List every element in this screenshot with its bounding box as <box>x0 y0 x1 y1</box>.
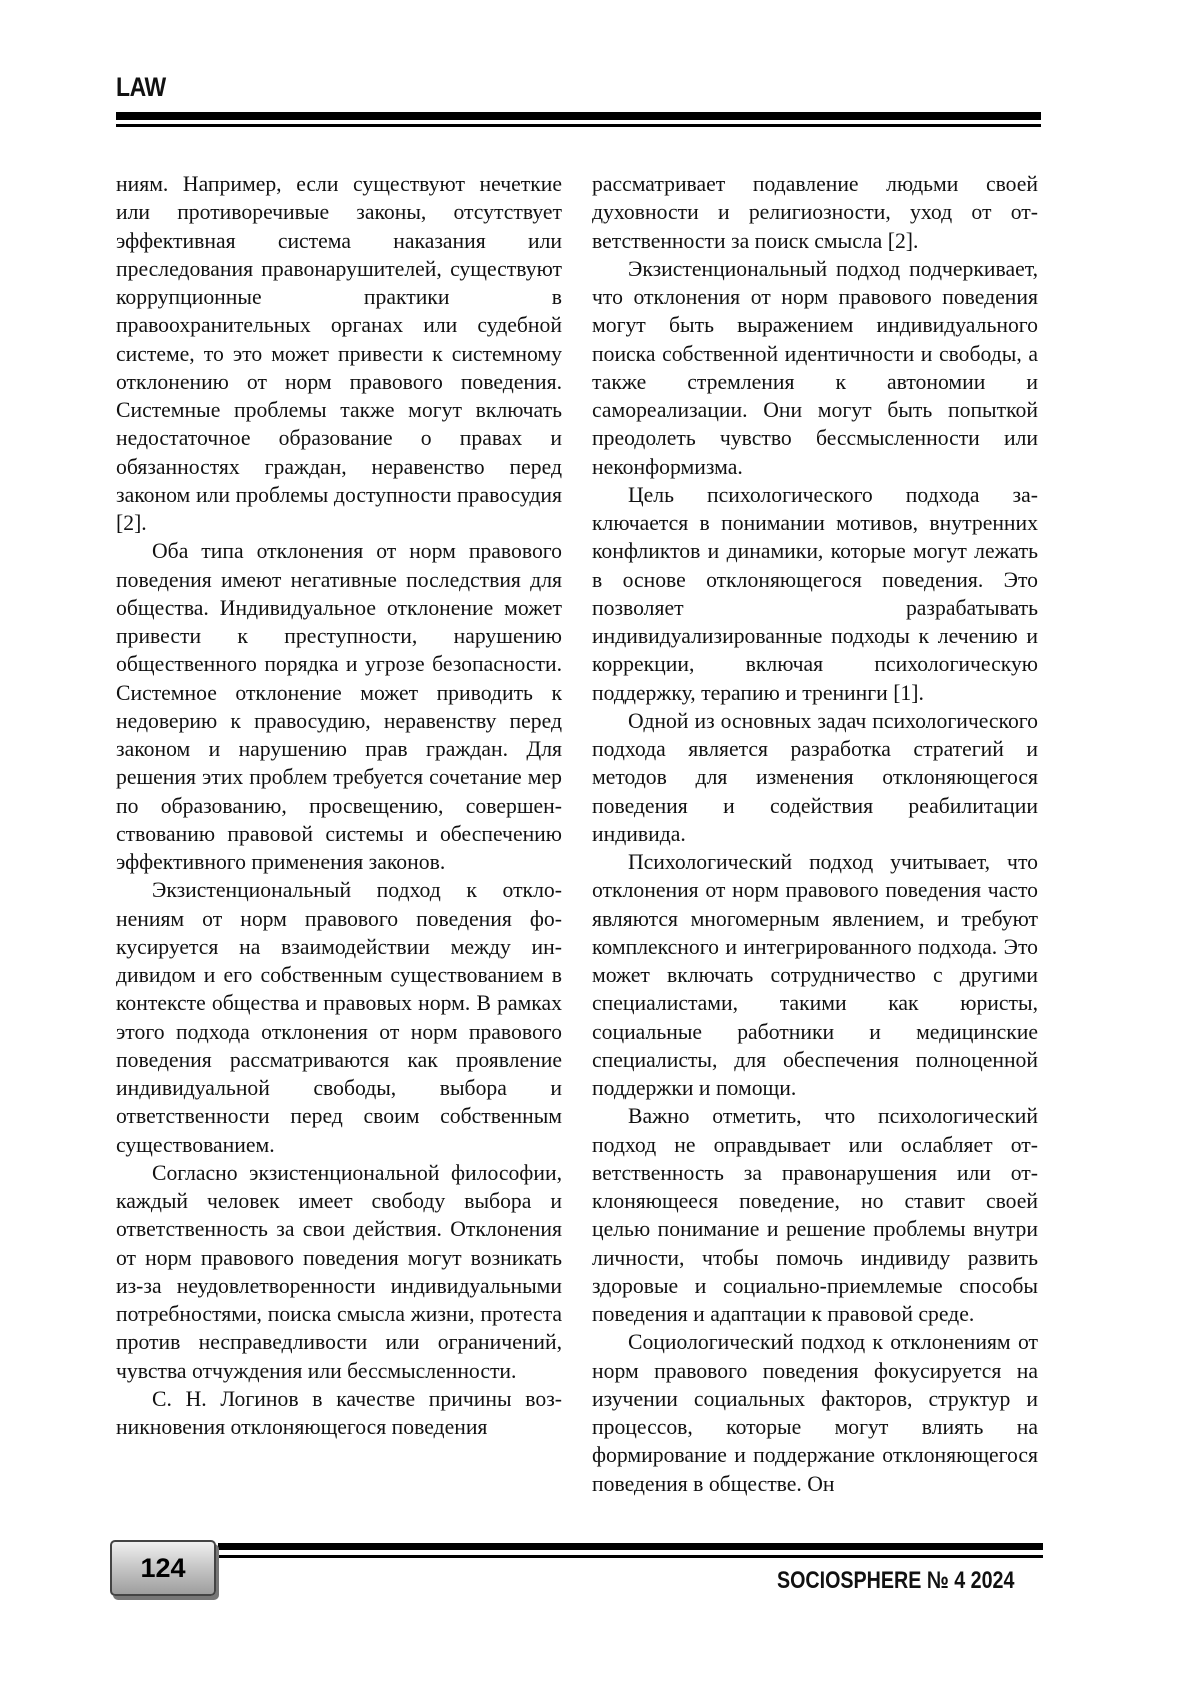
paragraph: Согласно экзистенциональной философии, каждый человек имеет свободу выбора и ответственность за свои действия. Отклонения от норм правового поведения могут возникать из-за неудовлетворенности индивидуальными потребностями, поиска смысла жизни, протеста против несправедливости или ограничений, чувства отчуждения или бессмысленности. <box>116 1160 562 1383</box>
paragraph: С. Н. Логинов в качестве причины возникновения отклоняющегося поведения <box>116 1386 562 1439</box>
section-label: LAW <box>116 72 166 102</box>
page-number: 124 <box>140 1552 186 1583</box>
paragraph: Психологический подход учитывает, что отклонения от норм правового поведения часто являются многомерным явлением, и требуют комплексного и интегрированного подхода. Это может включать сотрудничество с другими специалистами, такими как юристы, социальные работники и медицинские специалисты, для обеспечения полноценной поддержки и помощи. <box>592 850 1038 1100</box>
paragraph: рассматривает подавление людьми своей духовности и религиозности, уход от ответственности за поиск смысла [2]. <box>592 172 1038 253</box>
header-rule-thick <box>116 112 1041 120</box>
footer-rule-thick <box>218 1543 1043 1550</box>
left-column <box>116 170 562 1441</box>
paragraph: Цель психологического подхода заключается в понимании мотивов, внутренних конфликтов и динамики, которые могут лежать в основе отклоняющегося поведения. Это позволяет разрабатывать индивидуализированные подходы к лечению и коррекции, включая психологическую поддержку, терапию и тренинги [1]. <box>592 482 1038 705</box>
paragraph: Важно отметить, что психологический подход не оправдывает или ослабляет ответственность за правонарушения или отклоняющееся поведение, но ставит своей целью понимание и решение проблемы внутри личности, чтобы помочь индивиду развить здоровые и социально-приемлемые способы поведения и адаптации к правовой среде. <box>592 1104 1038 1326</box>
paragraph: Одной из основных задач психологического подхода является разработка стратегий и методов для изменения отклоняющегося поведения и содействия реабилитации индивида. <box>592 708 1038 846</box>
paragraph: Оба типа отклонения от норм правового поведения имеют негативные последствия для общества. Индивидуальное отклонение может привести к преступности, нарушению общественного порядка и угрозе безопасности. Системное отклонение может приводить к недоверию к правосудию, неравенству перед законом и нарушению прав граждан. Для решения этих проблем требуется сочетание мер по образованию, просвещению, совершенствованию правовой системы и обеспечению эффективного применения законов. <box>116 539 562 874</box>
header-rule-thin <box>116 124 1041 127</box>
paragraph: Экзистенциональный подход к отклонениям от норм правового поведения фокусируется на взаимодействии между индивидом и его собственным существованием в контексте общества и правовых норм. В рамках этого подхода отклонения от норм правового поведения рассматриваются как проявление индивидуальной свободы, выбора и ответственности перед своим собственным существованием. <box>116 878 562 1157</box>
paragraph: Экзистенциональный подход подчеркивает, что отклонения от норм правового поведения могут быть выражением индивидуального поиска собственной идентичности и свободы, а также стремления к автономии и самореализации. Они могут быть попыткой преодолеть чувство бессмысленности или неконформизма. <box>592 256 1038 479</box>
paragraph: Социологический подход к отклонениям от норм правового поведения фокусируется на изучении социальных факторов, структур и процессов, которые могут влиять на формирование и поддержание отклоняющегося поведения в обществе. Он <box>592 1330 1038 1496</box>
paragraph: ниям. Например, если существуют нечеткие или противоречивые законы, отсутствует эффективная система наказания или преследования правонарушителей, существуют коррупционные практики в правоохранительных органах или судебной системе, то это может привести к системному отклонению от норм правового поведения. Системные проблемы также могут включать недостаточное образование о правах и обязанностях граждан, неравенство перед законом или проблемы доступности правосудия [2]. <box>116 172 562 535</box>
right-column <box>592 170 1038 1498</box>
footer-rule-thin <box>218 1555 1043 1558</box>
page-number-badge <box>110 1540 216 1596</box>
journal-title: SOCIOSPHERE № 4 2024 <box>777 1567 1015 1594</box>
